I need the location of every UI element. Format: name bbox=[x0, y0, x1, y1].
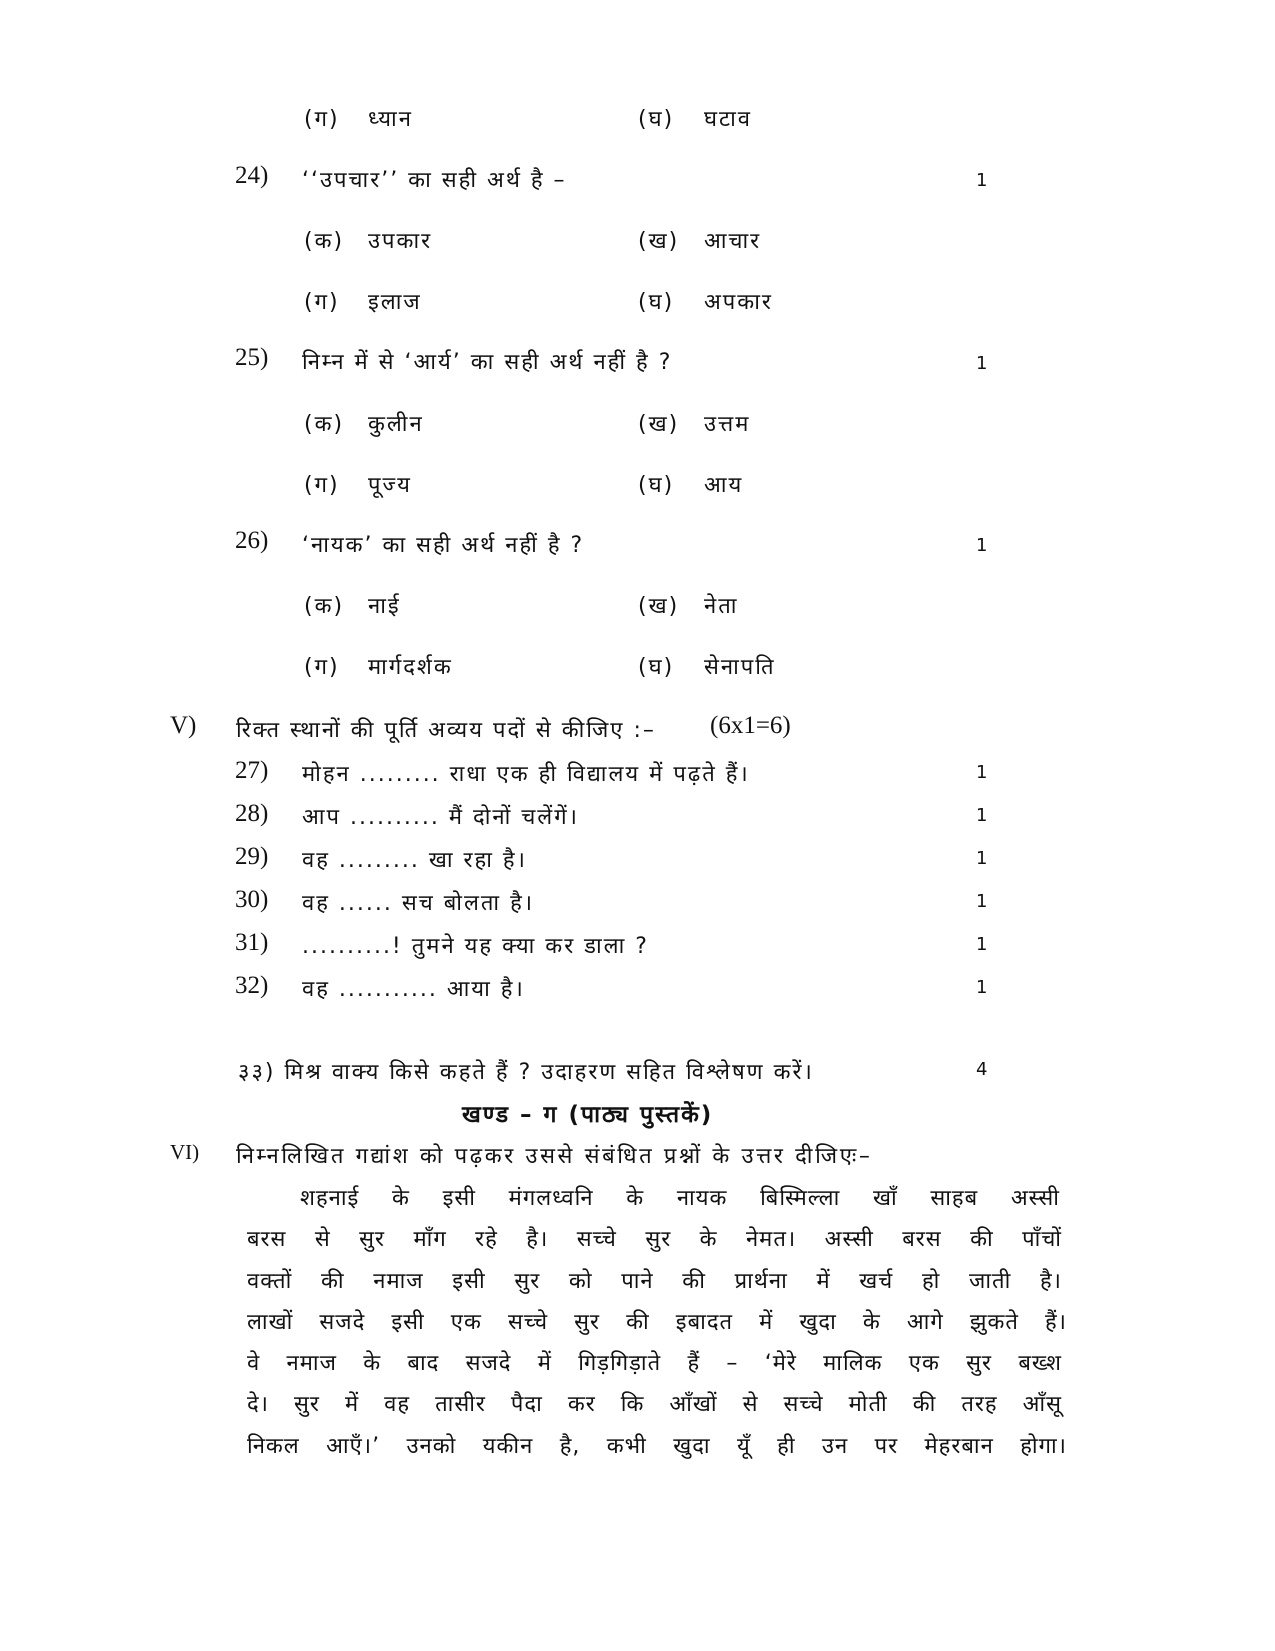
option-text: घटाव bbox=[704, 107, 753, 132]
passage-line: वे नमाज के बाद सजदे में गिड़गिड़ाते हैं – ‘मेरे मालिक एक सुर बख्श bbox=[247, 1351, 1062, 1376]
option-label: (ख) bbox=[638, 229, 680, 254]
question-marks: 4 bbox=[976, 1059, 988, 1080]
option-label: (घ) bbox=[638, 473, 675, 498]
question-marks: 1 bbox=[976, 762, 988, 783]
option-text: आय bbox=[704, 473, 744, 498]
option-label: (ग) bbox=[304, 655, 340, 680]
section-numeral: V) bbox=[170, 712, 197, 739]
option-text: इलाज bbox=[368, 290, 422, 315]
option-text: आचार bbox=[704, 229, 762, 254]
question-text: ..........! तुमने यह क्या कर डाला ? bbox=[302, 934, 649, 959]
option-text: नेता bbox=[704, 594, 739, 619]
option-label: (ख) bbox=[638, 412, 680, 437]
option-text: कुलीन bbox=[368, 412, 424, 437]
option-text: मार्गदर्शक bbox=[368, 655, 453, 680]
question-number: 29) bbox=[235, 843, 269, 870]
option-label: (घ) bbox=[638, 290, 675, 315]
question-marks: 1 bbox=[976, 977, 988, 998]
option-label: (क) bbox=[304, 412, 345, 437]
question-text: ‘नायक’ का सही अर्थ नहीं है ? bbox=[302, 533, 585, 558]
question-marks: 1 bbox=[976, 535, 988, 556]
question-number: 25) bbox=[235, 344, 269, 371]
passage-line: निकल आएँ।’ उनको यकीन है, कभी खुदा यूँ ही उन पर मेहरबान होगा। bbox=[247, 1434, 1067, 1459]
option-text: ध्यान bbox=[368, 107, 413, 132]
passage-line: लाखों सजदे इसी एक सच्चे सुर की इबादत में खुदा के आगे झुकते हैं। bbox=[247, 1310, 1067, 1335]
section-instruction: निम्नलिखित गद्यांश को पढ़कर उससे संबंधित प्रश्नों के उत्तर दीजिएः– bbox=[236, 1144, 873, 1169]
question-text: वह ........... आया है। bbox=[302, 977, 525, 1002]
option-label: (ग) bbox=[304, 290, 340, 315]
question-number: 26) bbox=[235, 527, 269, 554]
question-text: आप .......... मैं दोनों चलेंगें। bbox=[302, 805, 579, 830]
option-text: अपकार bbox=[704, 290, 773, 315]
question-text: ‘‘उपचार’’ का सही अर्थ है – bbox=[302, 168, 567, 193]
question-marks: 1 bbox=[976, 934, 988, 955]
option-label: (ख) bbox=[638, 594, 680, 619]
question-marks: 1 bbox=[976, 170, 988, 191]
question-text: निम्न में से ‘आर्य’ का सही अर्थ नहीं है ? bbox=[302, 350, 673, 375]
question-number: 27) bbox=[235, 757, 269, 784]
option-text: उपकार bbox=[368, 229, 433, 254]
question-text: मोहन ......... राधा एक ही विद्यालय में पढ़ते हैं। bbox=[302, 762, 750, 787]
option-label: (ग) bbox=[304, 107, 340, 132]
question-text: वह ......... खा रहा है। bbox=[302, 848, 527, 873]
option-label: (क) bbox=[304, 594, 345, 619]
question-marks: 1 bbox=[976, 353, 988, 374]
passage-line: वक्तों की नमाज इसी सुर को पाने की प्रार्थना में खर्च हो जाती है। bbox=[247, 1269, 1062, 1294]
question-number: 30) bbox=[235, 886, 269, 913]
question-number: 32) bbox=[235, 972, 269, 999]
option-text: नाई bbox=[368, 594, 401, 619]
question-marks: 1 bbox=[976, 891, 988, 912]
question-marks: 1 bbox=[976, 805, 988, 826]
option-label: (घ) bbox=[638, 655, 675, 680]
question-number: 31) bbox=[235, 929, 269, 956]
section-instruction: रिक्त स्थानों की पूर्ति अव्यय पदों से कीजिए :– bbox=[236, 718, 656, 743]
option-label: (क) bbox=[304, 229, 345, 254]
option-label: (घ) bbox=[638, 107, 675, 132]
option-text: उत्तम bbox=[704, 412, 751, 437]
option-text: पूज्य bbox=[368, 473, 412, 498]
passage-line: शहनाई के इसी मंगलध्वनि के नायक बिस्मिल्ला खाँ साहब अस्सी bbox=[300, 1186, 1060, 1211]
section-heading: खण्ड – ग (पाठ्य पुस्तकें) bbox=[462, 1102, 714, 1128]
question-text: ३३) मिश्र वाक्य किसे कहते हैं ? उदाहरण सहित विश्लेषण करें। bbox=[238, 1060, 814, 1085]
passage-line: दे। सुर में वह तासीर पैदा कर कि आँखों से सच्चे मोती की तरह आँसू bbox=[247, 1392, 1062, 1417]
passage-line: बरस से सुर माँग रहे है। सच्चे सुर के नेमत। अस्सी बरस की पाँचों bbox=[247, 1227, 1062, 1252]
question-number: 28) bbox=[235, 800, 269, 827]
question-number: 24) bbox=[235, 162, 269, 189]
section-total-marks: (6x1=6) bbox=[710, 712, 791, 739]
question-marks: 1 bbox=[976, 848, 988, 869]
section-numeral: VI) bbox=[170, 1140, 200, 1164]
option-text: सेनापति bbox=[704, 655, 776, 680]
question-text: वह ...... सच बोलता है। bbox=[302, 891, 535, 916]
option-label: (ग) bbox=[304, 473, 340, 498]
